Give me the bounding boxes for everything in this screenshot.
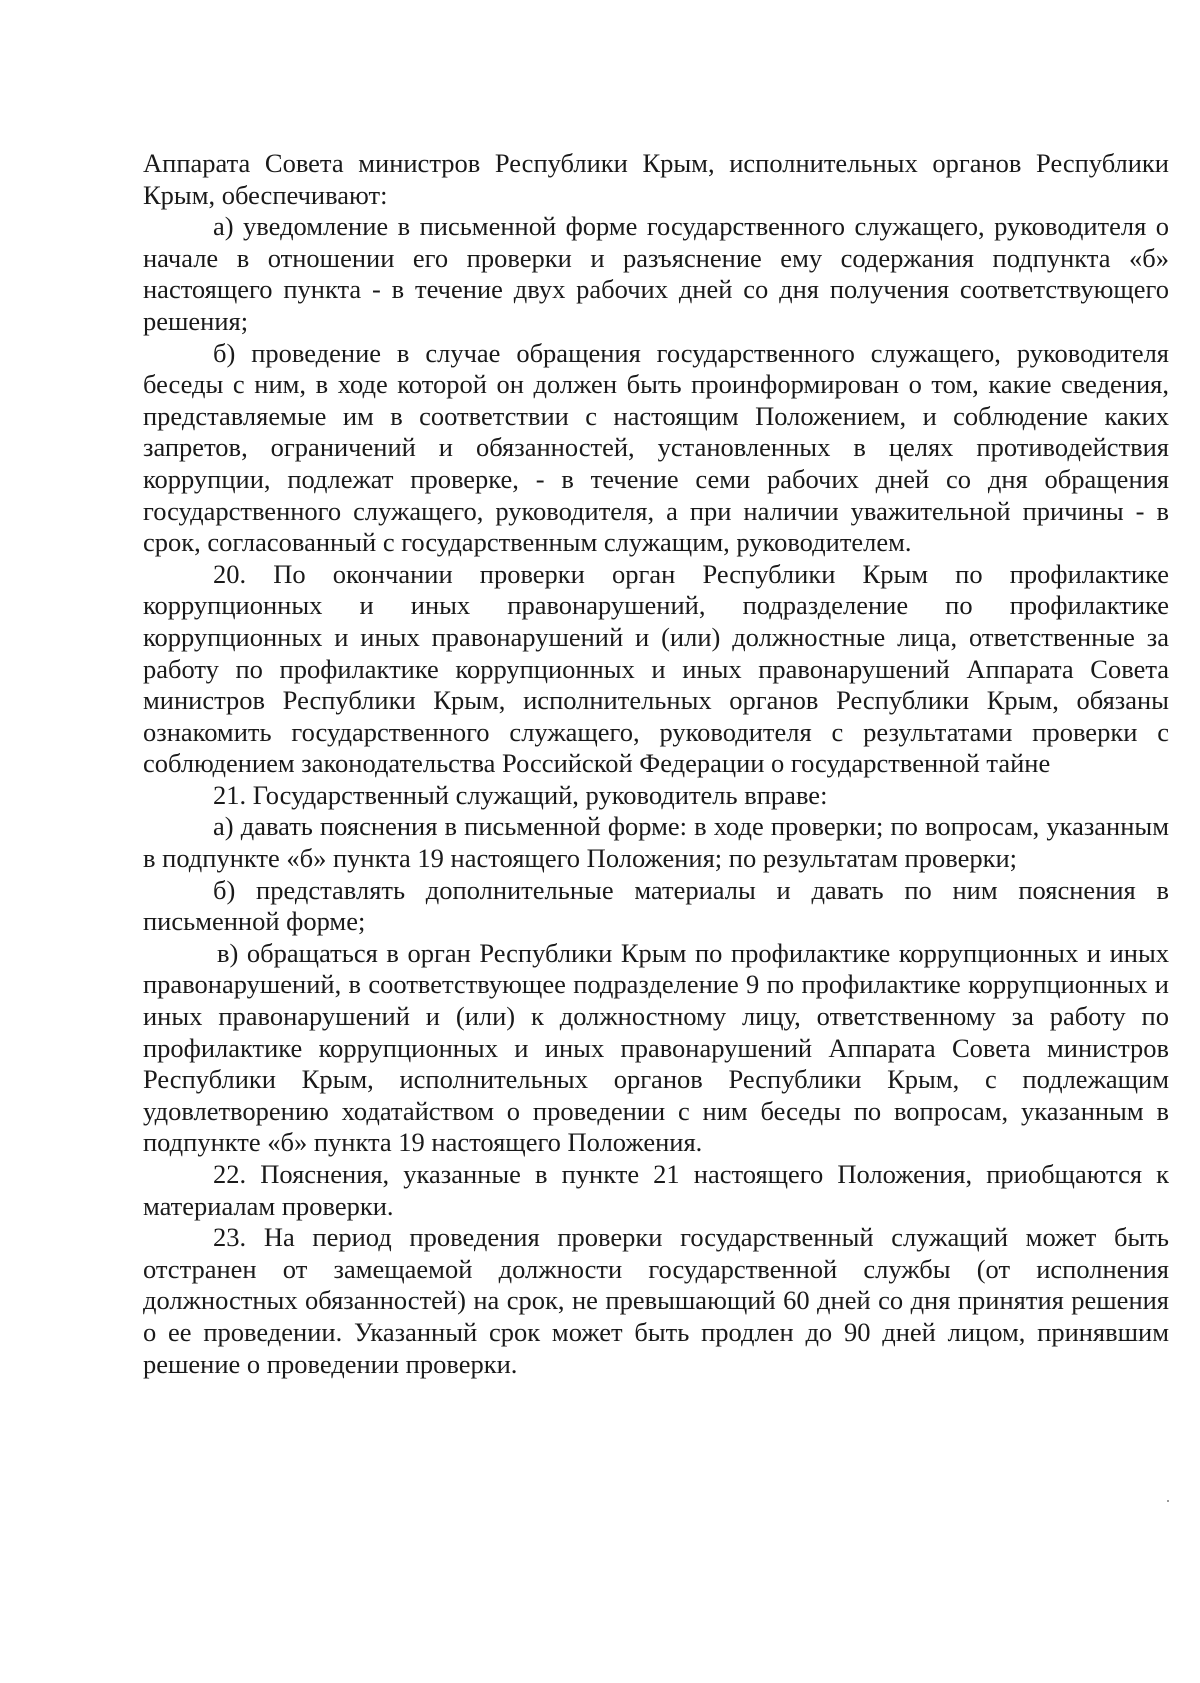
paragraph-continuation: Аппарата Совета министров Республики Крым, исполнительных органов Республики Крым, обеспечивают: [143,148,1169,210]
scan-artifact [1167,1500,1169,1502]
paragraph-subitem-b: б) проведение в случае обращения государственного служащего, руководителя беседы с ним, в ходе которой он должен быть проинформирован о том, какие сведения, представляемые им в соответствии с настоящим Положением, и соблюдение каких запретов, ограничений и обязанностей, установленных в целях противодействия коррупции, подлежат проверке, - в течение семи рабочих дней со дня обращения государственного служащего, руководителя, а при наличии уважительной причины - в срок, согласованный с государственным служащим, руководителем. [143,337,1169,558]
paragraph-item-21: 21. Государственный служащий, руководитель вправе: [213,779,828,810]
paragraph-item-20: 20. По окончании проверки орган Республики Крым по профилактике коррупционных и иных правонарушений, подразделение по профилактике коррупционных и иных правонарушений и (или) должностные лица, ответственные за работу по профилактике коррупционных и иных правонарушений Аппарата Совета министров Республики Крым, исполнительных органов Республики Крым, обязаны ознакомить государственного служащего, руководителя с результатами проверки с соблюдением законодательства Российской Федерации о государственной тайне [143,558,1169,779]
paragraph-item-21-v: в) обращаться в орган Республики Крым по профилактике коррупционных и иных правонарушений, в соответствующее подразделение 9 по профилактике коррупционных и иных правонарушений и (или) к должностному лицу, ответственному за работу по профилактике коррупционных и иных правонарушений Аппарата Совета министров Республики Крым, исполнительных органов Республики Крым, с подлежащим удовлетворению ходатайством о проведении с ним беседы по вопросам, указанным в подпункте «б» пункта 19 настоящего Положения. [143,937,1169,1158]
paragraph-item-22: 22. Пояснения, указанные в пункте 21 настоящего Положения, приобщаются к материалам проверки. [143,1159,1169,1221]
paragraph-item-23: 23. На период проведения проверки государственный служащий может быть отстранен от замещаемой должности государственной службы (от исполнения должностных обязанностей) на срок, не превышающий 60 дней со дня принятия решения о ее проведении. Указанный срок может быть продлен до 90 дней лицом, принявшим решение о проведении проверки. [143,1222,1169,1379]
paragraph-item-21-a: а) давать пояснения в письменной форме: в ходе проверки; по вопросам, указанным в подпункте «б» пункта 19 настоящего Положения; по результатам проверки; [143,811,1169,874]
paragraph-subitem-a: а) уведомление в письменной форме государственного служащего, руководителя о начале в отношении его проверки и разъяснение ему содержания подпункта «б» настоящего пункта - в течение двух рабочих дней со дня получения соответствующего решения; [143,211,1169,336]
paragraph-item-21-b: б) представлять дополнительные материалы и давать по ним пояснения в письменной форме; [143,874,1169,937]
document-body [143,148,1169,1380]
